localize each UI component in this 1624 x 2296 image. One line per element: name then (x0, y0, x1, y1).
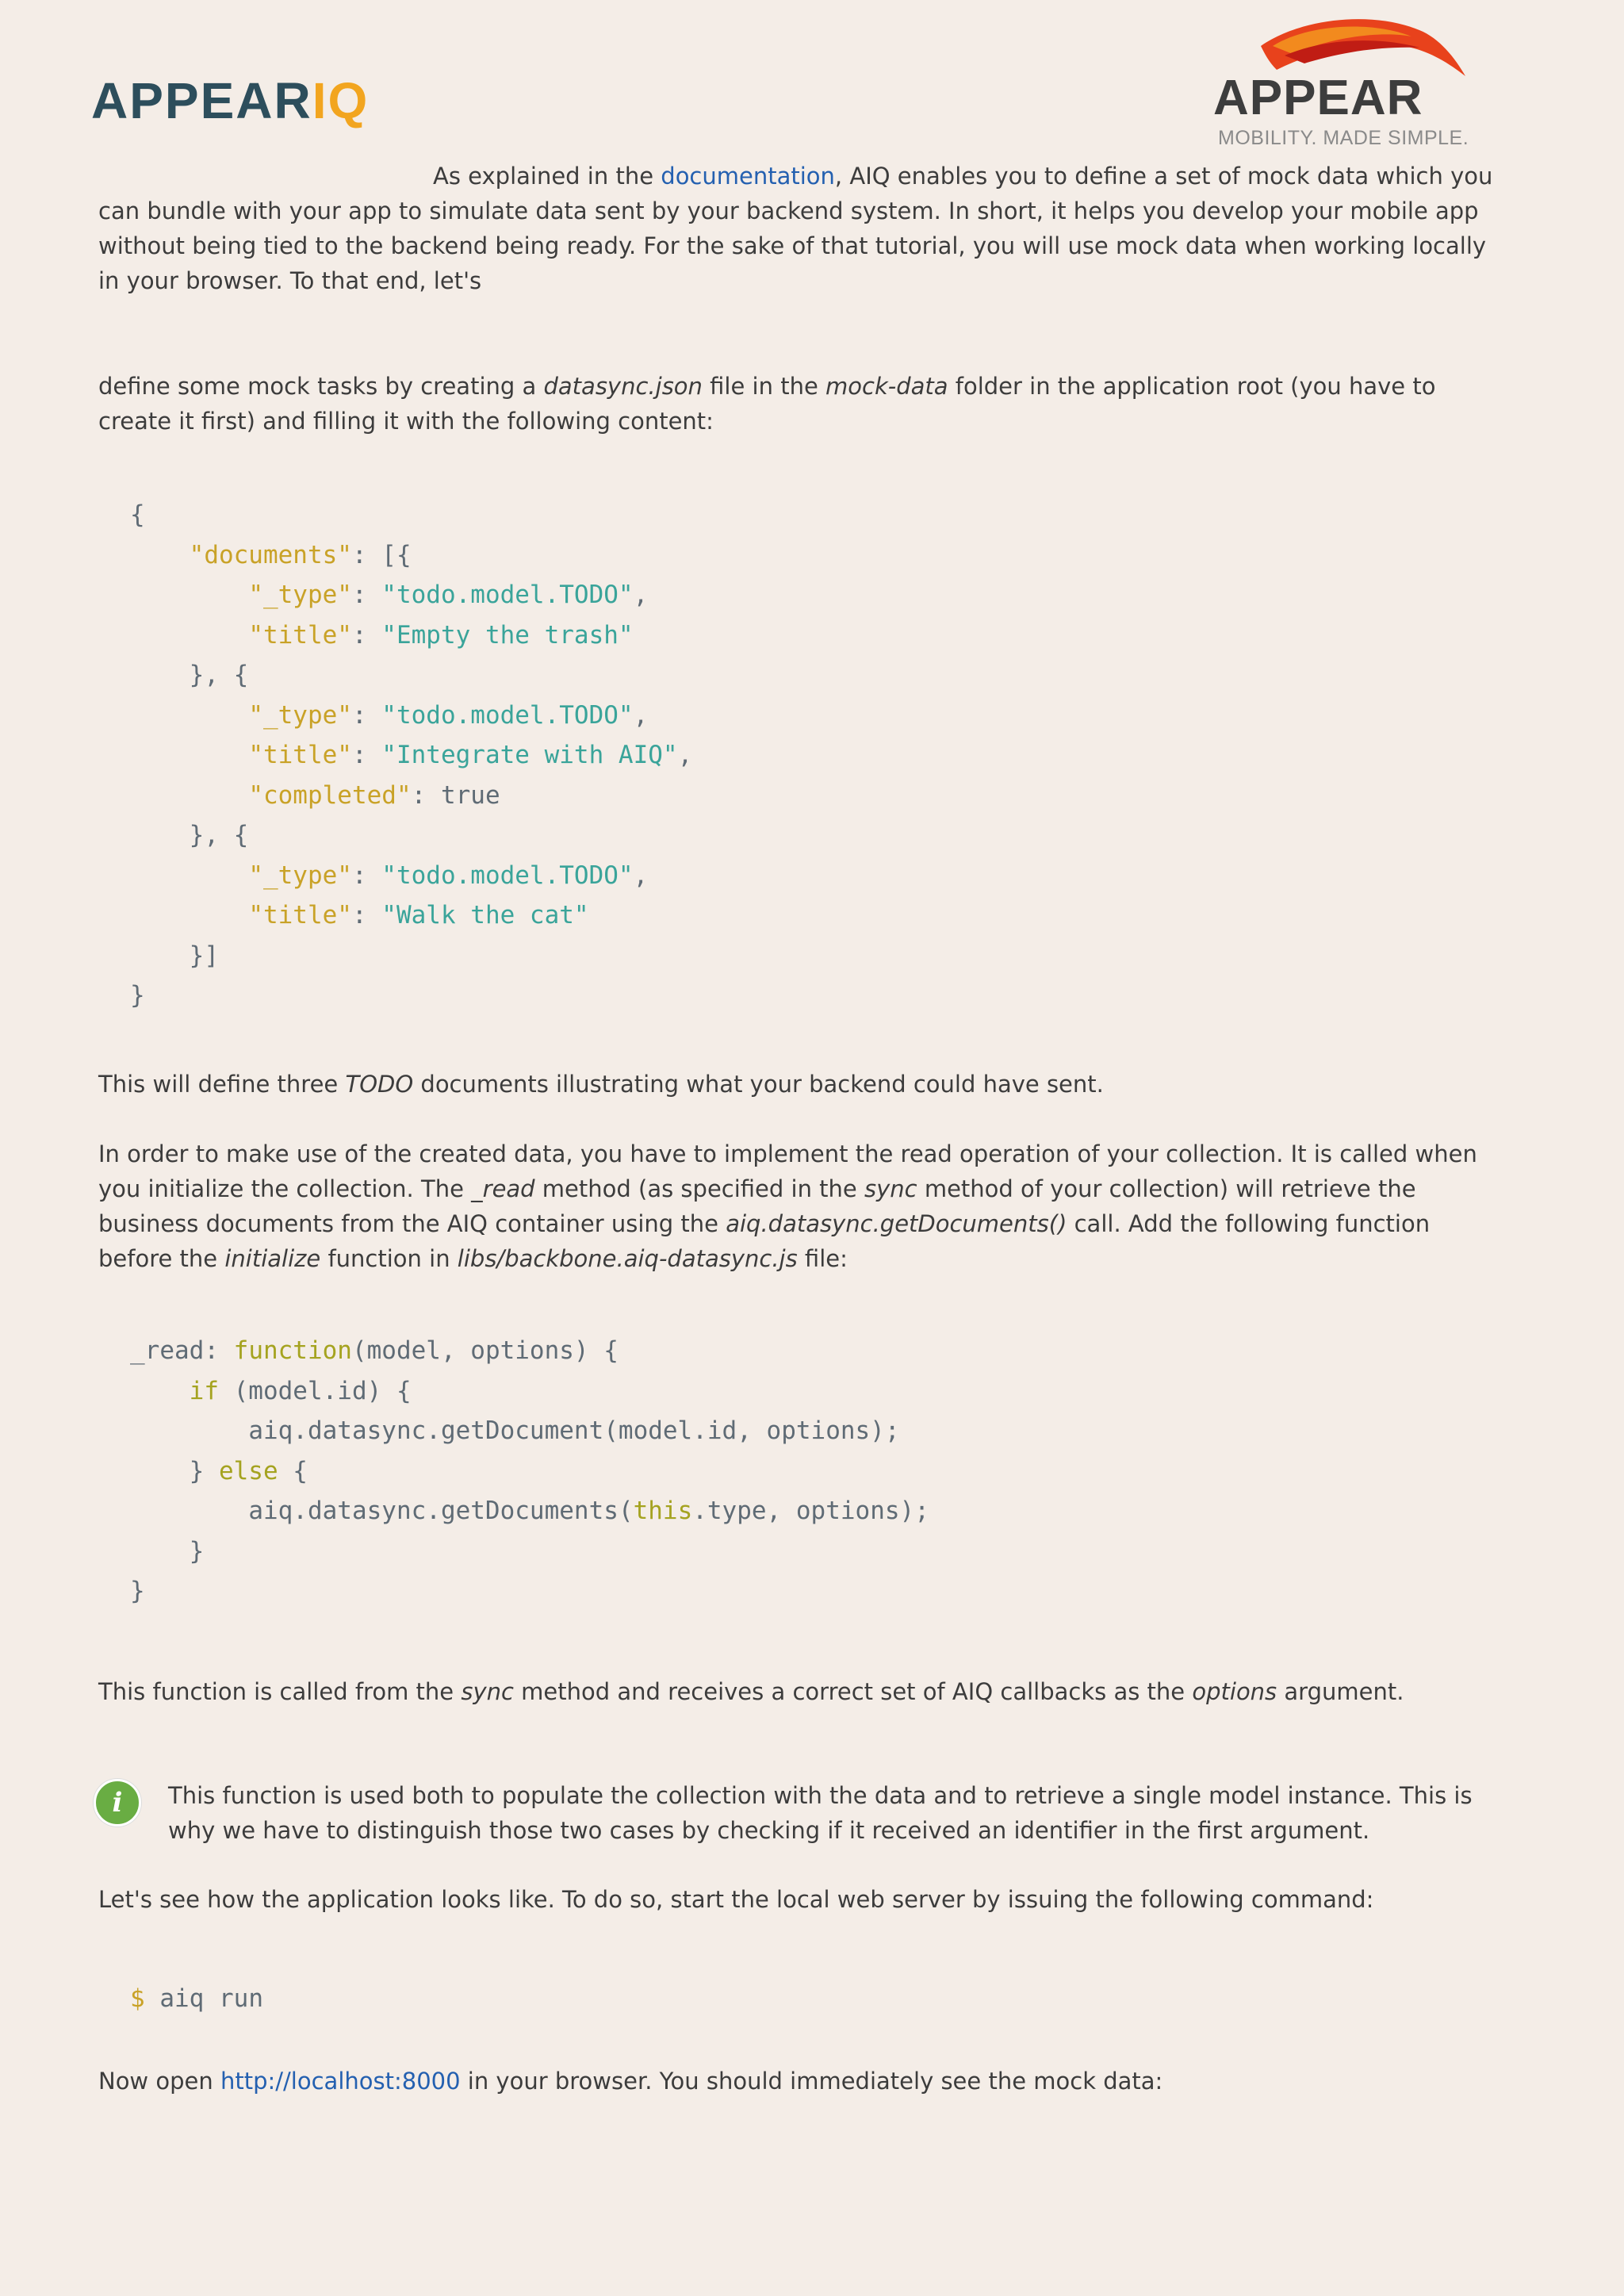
code-string: "Integrate with AIQ" (381, 741, 678, 769)
code-token: _read: (130, 1336, 234, 1365)
open-text-1: Now open (98, 2068, 220, 2095)
code-token: aiq.datasync.getDocuments( (248, 1497, 634, 1525)
code-token: { (278, 1456, 308, 1485)
code-token: : [{ (351, 540, 412, 569)
code-keyword: if (189, 1376, 219, 1405)
called-text-1: This function is called from the (98, 1678, 462, 1705)
mock-text-1: define some mock tasks by creating a (98, 373, 544, 400)
intro-text-2: , AIQ enables you to define a set of mock data which you can bundle with your app to simulate data sent by your backend system. In short, it helps you develop your mobile app without being tied to the backend being ready. For the sake of that tutorial, you will use mock data when working locally in your browser. To that end, let's (98, 163, 1493, 294)
logo-left-appear: APPEAR (91, 72, 312, 129)
read-text-1: In order to make use of the created data, you have to implement the read operation of your collection. It is called when you initialize the collection. The (98, 1140, 1477, 1202)
open-browser-paragraph (98, 2064, 1510, 2099)
datasync-file-name: libs/backbone.aiq-datasync.js (457, 1245, 798, 1272)
code-keyword: this (633, 1497, 693, 1525)
logo-left-iq: IQ (312, 72, 370, 129)
appeariq-logo (91, 71, 369, 127)
code-token: }, { (189, 821, 249, 849)
code-string: "todo.model.TODO" (381, 700, 634, 730)
logo-right-word: APPEAR (1213, 71, 1423, 125)
info-icon: i (94, 1779, 141, 1826)
code-key: "documents" (189, 540, 352, 569)
read-function-code-block (130, 1331, 929, 1612)
code-string: "todo.model.TODO" (381, 861, 634, 890)
define-paragraph (98, 1067, 1510, 1102)
code-string: "todo.model.TODO" (381, 581, 634, 609)
code-key: "title" (248, 620, 352, 650)
logo-right-tagline: MOBILITY. MADE SIMPLE. (1218, 127, 1469, 149)
called-text-2: method and receives a correct set of AIQ callbacks as the (513, 1678, 1193, 1705)
options-term: options (1192, 1678, 1277, 1705)
code-token: .type, options); (692, 1497, 929, 1525)
code-token: } (130, 981, 145, 1010)
mock-folder-name: mock-data (825, 373, 948, 400)
intro-paragraph (98, 159, 1510, 298)
mock-file-name: datasync.json (543, 373, 703, 400)
code-token: (model, options) { (351, 1336, 619, 1365)
code-token: } (189, 1456, 219, 1485)
initialize-name: initialize (224, 1245, 321, 1272)
command-code-block (130, 1979, 263, 2019)
mock-data-paragraph (98, 369, 1510, 439)
intro-text-1: As explained in the (433, 163, 661, 190)
code-literal: true (440, 780, 500, 810)
read-text-4: call. Add the following function before the (98, 1210, 1431, 1272)
sync-term: sync (461, 1678, 514, 1705)
code-keyword: function (233, 1336, 352, 1365)
code-key: "title" (248, 741, 352, 769)
open-text-2: in your browser. You should immediately see the mock data: (460, 2068, 1163, 2095)
code-key: "_type" (248, 700, 352, 730)
getdocuments-call: aiq.datasync.getDocuments() (726, 1210, 1067, 1237)
code-key: "_type" (248, 861, 352, 890)
run-paragraph: Let's see how the application looks like. To do so, start the local web server by issuing the following command: (98, 1886, 1374, 1913)
read-method-name: _read (471, 1175, 535, 1202)
read-text-6: file: (797, 1245, 848, 1272)
read-operation-paragraph (98, 1137, 1510, 1276)
code-string: "Empty the trash" (381, 620, 634, 650)
read-text-2: method (as specified in the (534, 1175, 864, 1202)
code-keyword: else (218, 1456, 278, 1485)
code-string: "Walk the cat" (381, 901, 589, 930)
code-token: { (130, 500, 145, 529)
code-key: "completed" (248, 780, 412, 810)
code-key: "title" (248, 901, 352, 930)
appear-logo (1213, 14, 1475, 149)
define-text-1: This will define three (98, 1071, 346, 1098)
read-text-3: method of your collection) will retrieve the business documents from the AIQ container using the (98, 1175, 1416, 1237)
code-token: } (130, 1577, 145, 1605)
code-token: (model.id) { (218, 1376, 412, 1405)
info-note: This function is used both to populate the collection with the data and to retrieve a single model instance. This is why we have to distinguish those two cases by checking if it received an identifier in the first argument. (168, 1782, 1473, 1844)
mock-text-3: folder in the application root (you have to create it first) and filling it with the following content: (98, 373, 1436, 435)
code-key: "_type" (248, 581, 352, 609)
flame-swoosh-icon (1261, 14, 1467, 78)
code-token: }] (189, 941, 219, 970)
localhost-link[interactable]: http://localhost:8000 (220, 2068, 461, 2095)
shell-prompt: $ (130, 1984, 145, 2013)
code-token: } (189, 1536, 205, 1566)
called-from-sync-paragraph (98, 1674, 1510, 1709)
code-token: aiq.datasync.getDocument(model.id, options); (248, 1416, 900, 1445)
shell-command: aiq run (144, 1984, 263, 2013)
documentation-link[interactable]: documentation (661, 163, 835, 190)
mock-text-2: file in the (702, 373, 826, 400)
sync-method-name: sync (864, 1175, 917, 1202)
called-text-3: argument. (1277, 1678, 1404, 1705)
define-text-2: documents illustrating what your backend could have sent. (413, 1071, 1104, 1098)
code-token: }, { (189, 661, 249, 689)
todo-term: TODO (345, 1071, 414, 1098)
json-code-block: { "documents": [{ "_type": "todo.model.TODO", "title": "Empty the trash" }, { "_type": "todo.model.TODO", "title": "Integrate with AIQ", "completed": true }, { "_type": "todo.model.TODO", "title": "Walk the cat" }] } (130, 500, 693, 1010)
read-text-5: function in (320, 1245, 458, 1272)
